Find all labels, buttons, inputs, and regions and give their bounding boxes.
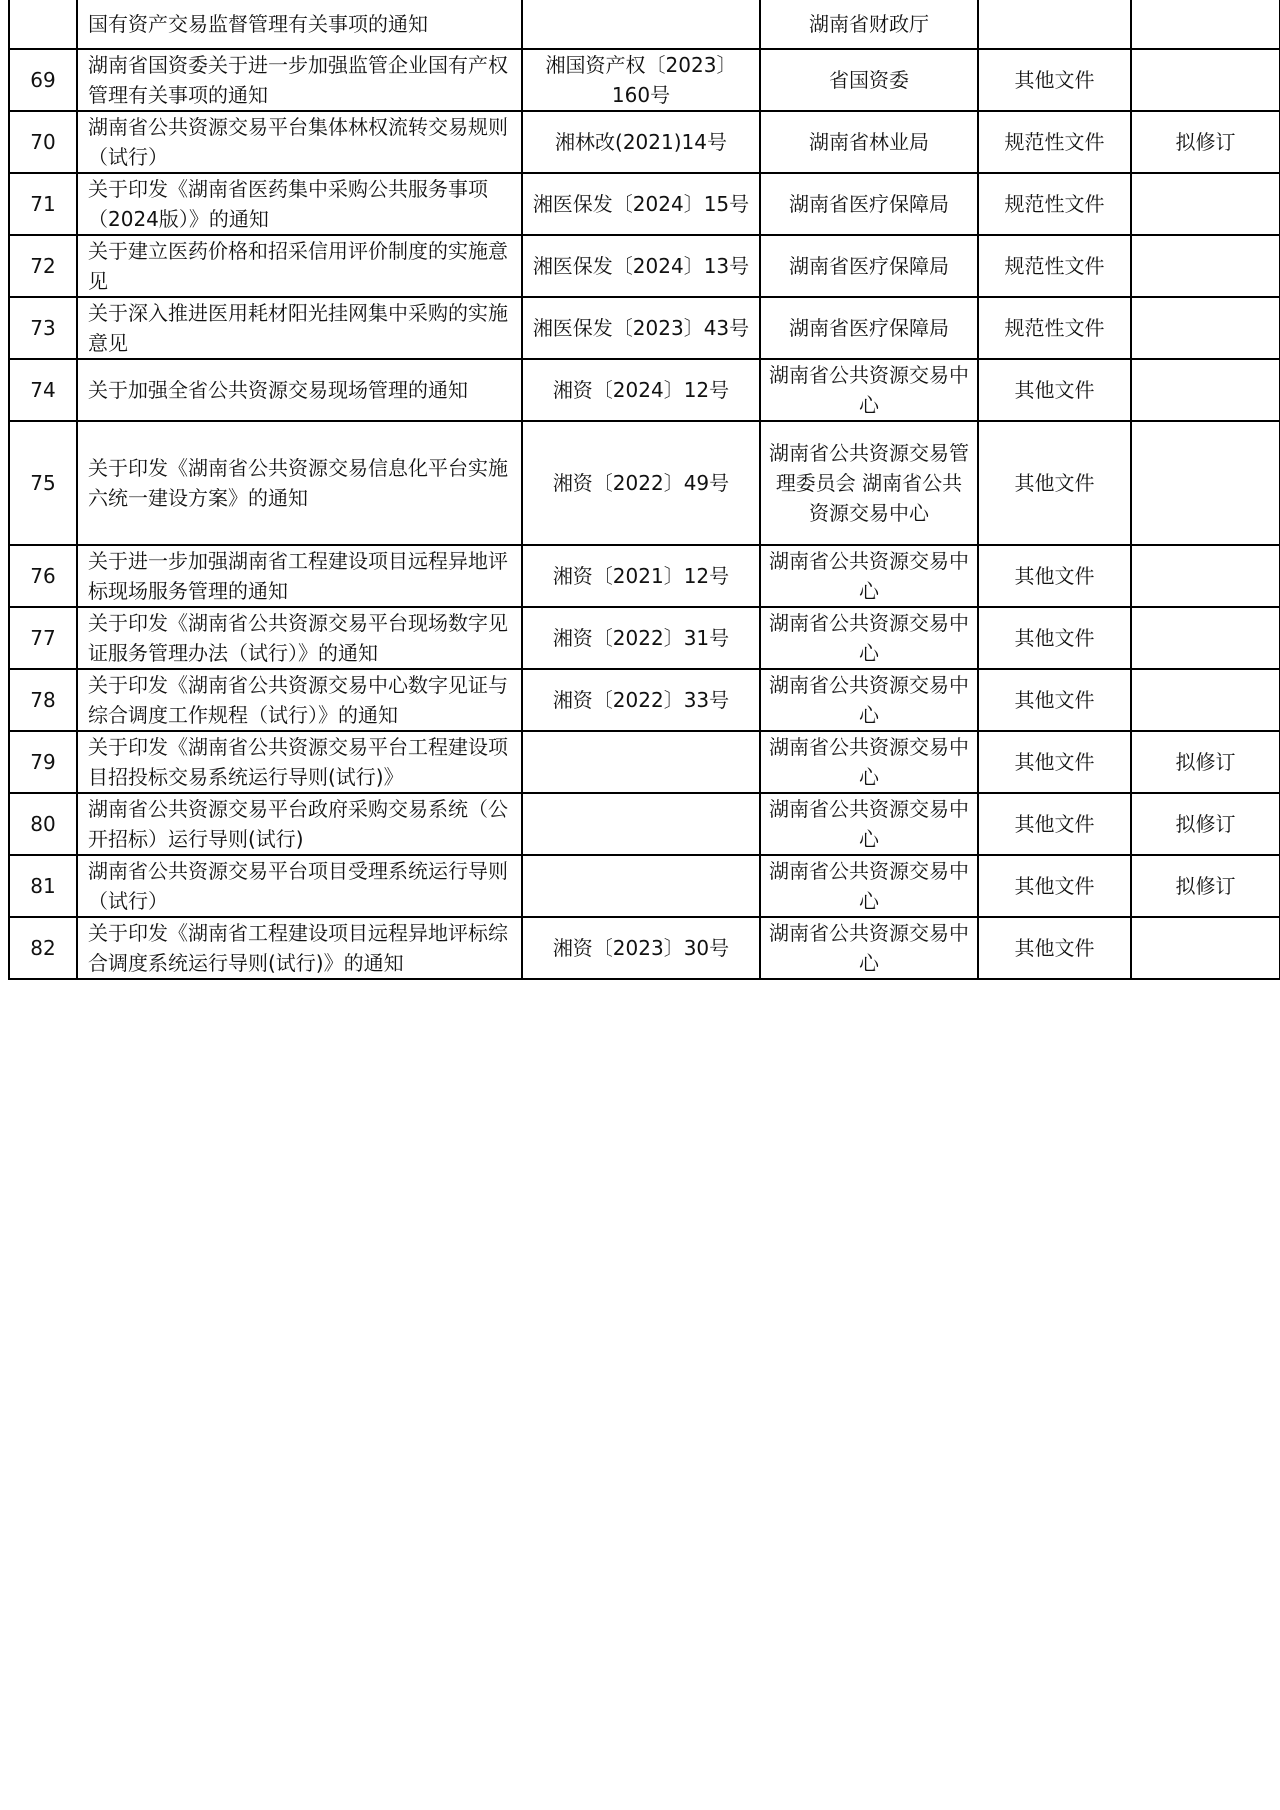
row-number-cell: 73 — [9, 297, 77, 359]
document-category-cell: 其他文件 — [978, 421, 1131, 545]
table-row — [9, 0, 1280, 49]
document-category-cell: 规范性文件 — [978, 297, 1131, 359]
document-number-cell: 湘资〔2022〕33号 — [522, 669, 760, 731]
remark-cell — [1131, 235, 1280, 297]
document-number-cell: 湘医保发〔2023〕43号 — [522, 297, 760, 359]
issuing-agency-cell: 湖南省公共资源交易管理委员会 湖南省公共资源交易中心 — [760, 421, 978, 545]
issuing-agency-cell: 省国资委 — [760, 49, 978, 111]
document-number-cell: 湘资〔2021〕12号 — [522, 545, 760, 607]
document-title-cell: 关于加强全省公共资源交易现场管理的通知 — [77, 359, 522, 421]
remark-cell — [1131, 669, 1280, 731]
document-number-cell — [522, 0, 760, 49]
issuing-agency-cell: 湖南省林业局 — [760, 111, 978, 173]
row-number-cell: 76 — [9, 545, 77, 607]
document-category-cell: 其他文件 — [978, 669, 1131, 731]
document-number-cell — [522, 731, 760, 793]
document-category-cell: 其他文件 — [978, 545, 1131, 607]
document-category-cell: 规范性文件 — [978, 173, 1131, 235]
remark-cell: 拟修订 — [1131, 855, 1280, 917]
table-row — [9, 173, 1280, 235]
document-number-cell: 湘资〔2022〕31号 — [522, 607, 760, 669]
table-row — [9, 359, 1280, 421]
remark-cell — [1131, 421, 1280, 545]
table-row — [9, 669, 1280, 731]
remark-cell: 拟修订 — [1131, 111, 1280, 173]
issuing-agency-cell: 湖南省公共资源交易中心 — [760, 855, 978, 917]
document-title-cell: 湖南省国资委关于进一步加强监管企业国有产权管理有关事项的通知 — [77, 49, 522, 111]
remark-cell: 拟修订 — [1131, 731, 1280, 793]
document-title-cell: 国有资产交易监督管理有关事项的通知 — [77, 0, 522, 49]
table-row — [9, 111, 1280, 173]
row-number-cell — [9, 0, 77, 49]
issuing-agency-cell: 湖南省医疗保障局 — [760, 235, 978, 297]
document-number-cell: 湘医保发〔2024〕15号 — [522, 173, 760, 235]
row-number-cell: 78 — [9, 669, 77, 731]
table-row — [9, 297, 1280, 359]
remark-cell — [1131, 0, 1280, 49]
issuing-agency-cell: 湖南省公共资源交易中心 — [760, 607, 978, 669]
document-number-cell — [522, 793, 760, 855]
remark-cell — [1131, 545, 1280, 607]
issuing-agency-cell: 湖南省财政厅 — [760, 0, 978, 49]
issuing-agency-cell: 湖南省公共资源交易中心 — [760, 545, 978, 607]
document-category-cell: 其他文件 — [978, 793, 1131, 855]
remark-cell — [1131, 607, 1280, 669]
document-title-cell: 湖南省公共资源交易平台政府采购交易系统（公开招标）运行导则(试行) — [77, 793, 522, 855]
document-category-cell: 其他文件 — [978, 855, 1131, 917]
row-number-cell: 77 — [9, 607, 77, 669]
document-title-cell: 湖南省公共资源交易平台项目受理系统运行导则（试行） — [77, 855, 522, 917]
table-row — [9, 421, 1280, 545]
document-title-cell: 关于进一步加强湖南省工程建设项目远程异地评标现场服务管理的通知 — [77, 545, 522, 607]
table-row — [9, 793, 1280, 855]
remark-cell: 拟修订 — [1131, 793, 1280, 855]
issuing-agency-cell: 湖南省医疗保障局 — [760, 173, 978, 235]
document-title-cell: 关于印发《湖南省医药集中采购公共服务事项（2024版）》的通知 — [77, 173, 522, 235]
document-title-cell: 关于印发《湖南省公共资源交易平台现场数字见证服务管理办法（试行）》的通知 — [77, 607, 522, 669]
document-number-cell: 湘资〔2023〕30号 — [522, 917, 760, 979]
document-number-cell: 湘资〔2024〕12号 — [522, 359, 760, 421]
document-title-cell: 湖南省公共资源交易平台集体林权流转交易规则（试行） — [77, 111, 522, 173]
table-row — [9, 235, 1280, 297]
table-row — [9, 607, 1280, 669]
remark-cell — [1131, 359, 1280, 421]
document-number-cell — [522, 855, 760, 917]
document-title-cell: 关于印发《湖南省公共资源交易信息化平台实施六统一建设方案》的通知 — [77, 421, 522, 545]
table-row — [9, 917, 1280, 979]
row-number-cell: 74 — [9, 359, 77, 421]
document-number-cell: 湘医保发〔2024〕13号 — [522, 235, 760, 297]
document-category-cell: 其他文件 — [978, 607, 1131, 669]
document-category-cell: 其他文件 — [978, 917, 1131, 979]
document-title-cell: 关于印发《湖南省公共资源交易中心数字见证与综合调度工作规程（试行）》的通知 — [77, 669, 522, 731]
document-number-cell: 湘国资产权〔2023〕160号 — [522, 49, 760, 111]
document-number-cell: 湘资〔2022〕49号 — [522, 421, 760, 545]
document-title-cell: 关于深入推进医用耗材阳光挂网集中采购的实施意见 — [77, 297, 522, 359]
document-category-cell: 其他文件 — [978, 731, 1131, 793]
remark-cell — [1131, 297, 1280, 359]
remark-cell — [1131, 173, 1280, 235]
issuing-agency-cell: 湖南省公共资源交易中心 — [760, 731, 978, 793]
issuing-agency-cell: 湖南省公共资源交易中心 — [760, 793, 978, 855]
issuing-agency-cell: 湖南省医疗保障局 — [760, 297, 978, 359]
row-number-cell: 82 — [9, 917, 77, 979]
document-title-cell: 关于印发《湖南省公共资源交易平台工程建设项目招投标交易系统运行导则(试行)》 — [77, 731, 522, 793]
document-title-cell: 关于建立医药价格和招采信用评价制度的实施意见 — [77, 235, 522, 297]
table-row — [9, 855, 1280, 917]
row-number-cell: 79 — [9, 731, 77, 793]
table-body — [9, 0, 1280, 979]
row-number-cell: 81 — [9, 855, 77, 917]
document-category-cell: 规范性文件 — [978, 235, 1131, 297]
table-row — [9, 49, 1280, 111]
document-category-cell: 其他文件 — [978, 359, 1131, 421]
row-number-cell: 70 — [9, 111, 77, 173]
row-number-cell: 72 — [9, 235, 77, 297]
document-title-cell: 关于印发《湖南省工程建设项目远程异地评标综合调度系统运行导则(试行)》的通知 — [77, 917, 522, 979]
policy-document-table — [8, 0, 1280, 980]
table-row — [9, 545, 1280, 607]
document-category-cell: 规范性文件 — [978, 111, 1131, 173]
remark-cell — [1131, 49, 1280, 111]
issuing-agency-cell: 湖南省公共资源交易中心 — [760, 359, 978, 421]
issuing-agency-cell: 湖南省公共资源交易中心 — [760, 917, 978, 979]
issuing-agency-cell: 湖南省公共资源交易中心 — [760, 669, 978, 731]
row-number-cell: 71 — [9, 173, 77, 235]
document-category-cell — [978, 0, 1131, 49]
row-number-cell: 69 — [9, 49, 77, 111]
document-category-cell: 其他文件 — [978, 49, 1131, 111]
table-row — [9, 731, 1280, 793]
row-number-cell: 80 — [9, 793, 77, 855]
remark-cell — [1131, 917, 1280, 979]
row-number-cell: 75 — [9, 421, 77, 545]
document-number-cell: 湘林改(2021)14号 — [522, 111, 760, 173]
